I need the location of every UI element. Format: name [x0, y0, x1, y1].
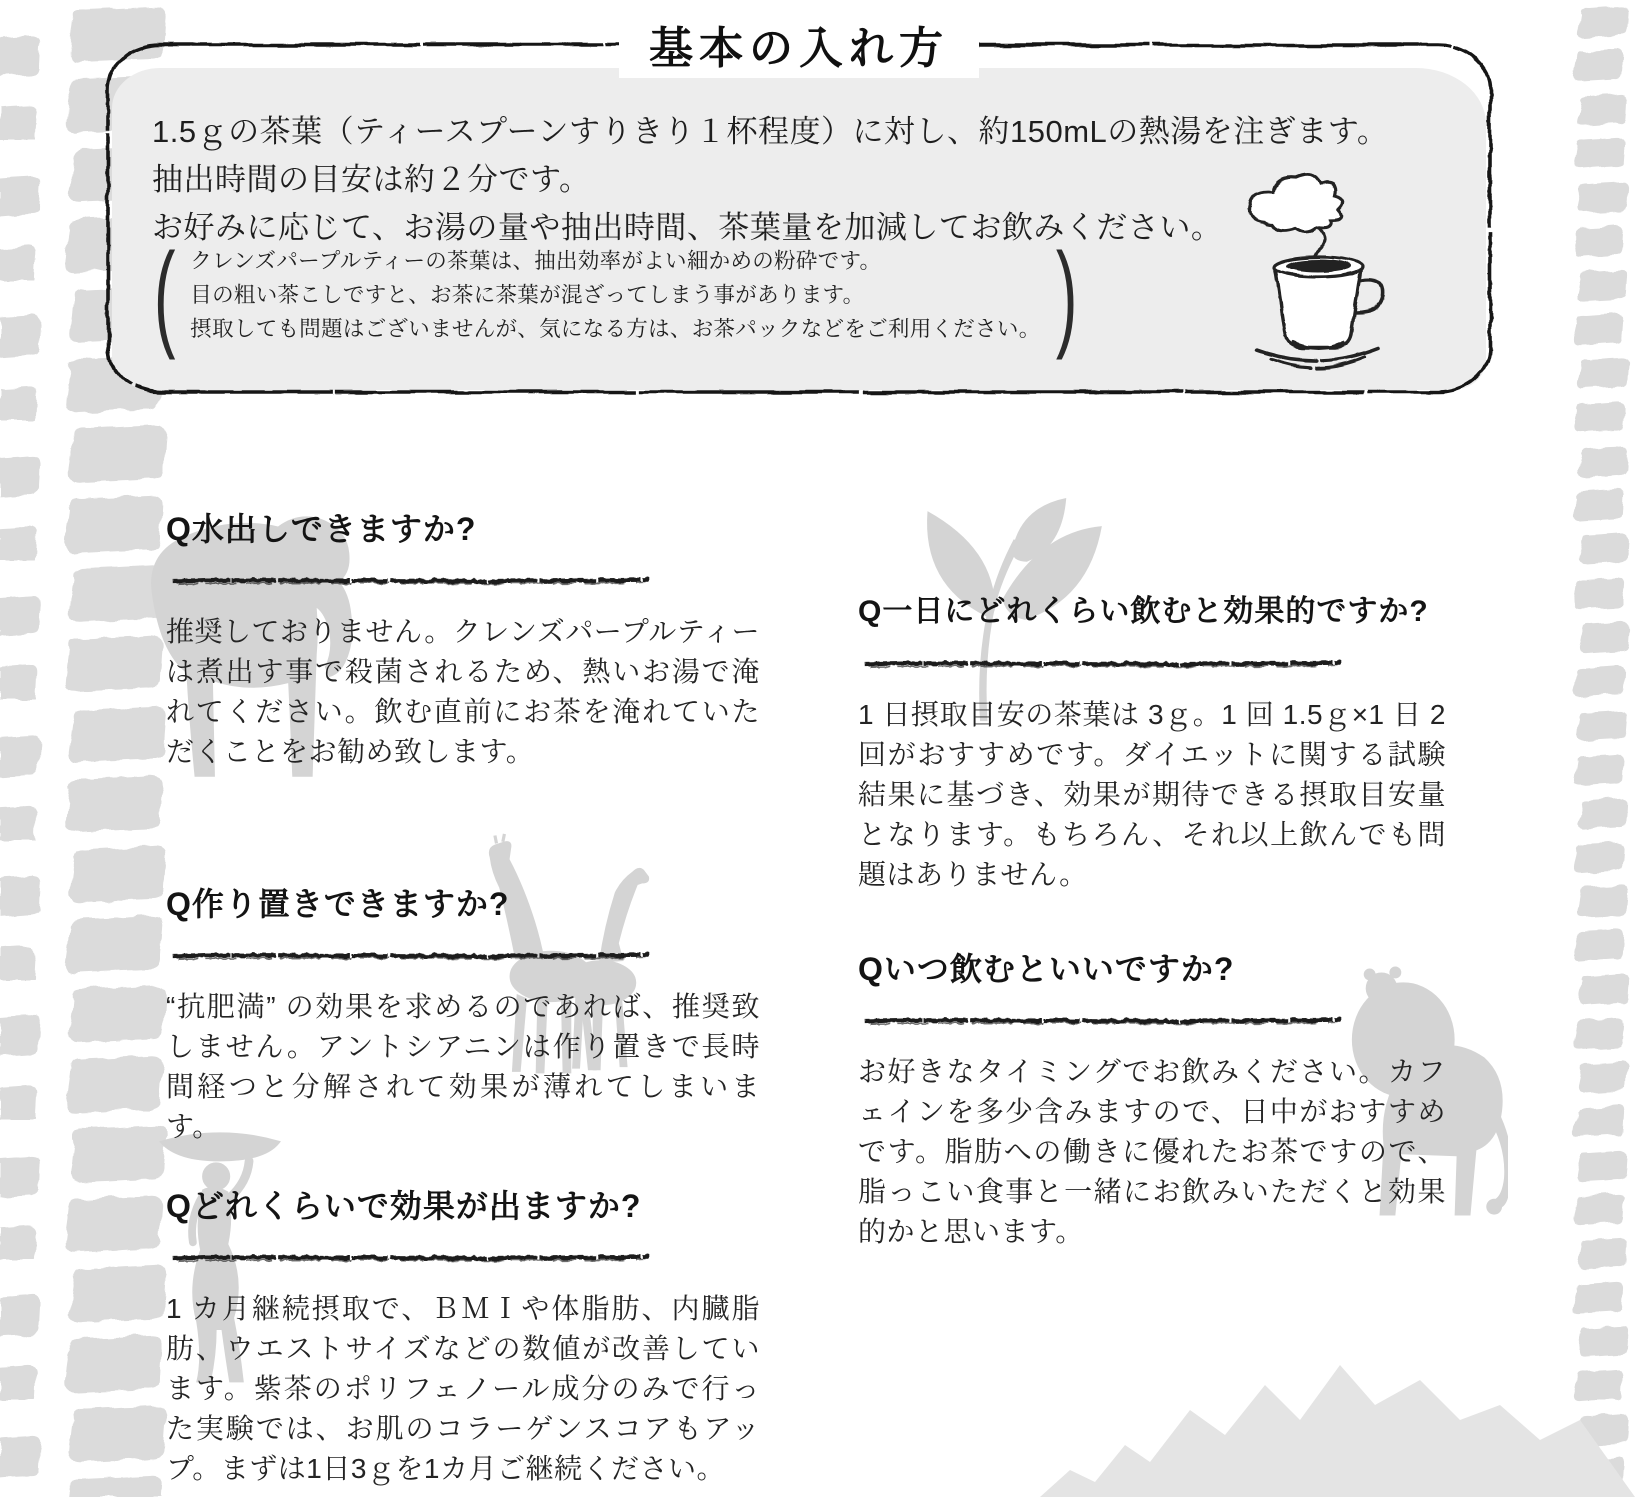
instruction-line: お好みに応じて、お湯の量や抽出時間、茶葉量を加減してお飲みください。 [152, 210, 1223, 245]
note-line: 摂取しても問題はございませんが、気になる方は、お茶パックなどをご利用ください。 [190, 317, 1041, 341]
faq-item-how-soon-effects [166, 1182, 760, 1489]
faq-item-when-to-drink [858, 945, 1446, 1252]
question-heading: Q作り置きできますか? [166, 886, 510, 922]
question-heading: Qどれくらいで効果が出ますか? [166, 1188, 642, 1224]
rough-underline-icon [170, 575, 652, 588]
answer-text: 1 カ月継続摂取で、ＢＭＩや体脂肪、内臓脂肪、ウエストサイズなどの数値が改善しています。紫茶のポリフェノール成分のみで行った実験では、お肌のコラーゲンスコアもアップ。まずは1日3ｇを1カ月ご継続ください。 [166, 1293, 760, 1484]
question-heading: Q一日にどれくらい飲むと効果的ですか? [858, 595, 1429, 628]
note-line: 目の粗い茶こしですと、お茶に茶葉が混ざってしまう事があります。 [190, 283, 865, 307]
question-heading: Qいつ飲むといいですか? [858, 951, 1235, 987]
answer-text: 1 日摂取目安の茶葉は 3ｇ。1 回 1.5ｇ×1 日 2 回がおすすめです。ダイエットに関する試験結果に基づき、効果が期待できる摂取目安量となります。もちろん、それ以上飲んでも問題はありません。 [858, 699, 1446, 890]
faq-item-cold-brew [166, 505, 760, 772]
left-paren: ( [153, 229, 176, 361]
instruction-line: 抽出時間の目安は約２分です。 [152, 162, 591, 197]
rough-underline-icon [170, 1252, 652, 1265]
answer-text: “抗肥満” の効果を求めるのであれば、推奨致しません。アントシアニンは作り置きで長時間経つと分解されて効果が薄れてしまいます。 [166, 991, 760, 1142]
right-paren: ) [1055, 229, 1077, 361]
question-heading: Q水出しできますか? [166, 511, 477, 547]
rough-underline-icon [862, 658, 1344, 671]
page-title: 基本の入れ方 [619, 10, 979, 78]
answer-text: お好きなタイミングでお飲みください。カフェインを多少含みますので、日中がおすすめです。脂肪への働きに優れたお茶ですので、脂っこい食事と一緒にお飲みいただくと効果的かと思います。 [858, 1056, 1446, 1247]
faq-item-make-ahead [166, 880, 760, 1147]
note-line: クレンズパープルティーの茶葉は、抽出効率がよい細かめの粉砕です。 [190, 249, 882, 273]
faq-item-daily-amount [858, 588, 1446, 895]
rough-underline-icon [862, 1015, 1344, 1028]
answer-text: 推奨しておりません。クレンズパープルティーは煮出す事で殺菌されるため、熱いお湯で淹れてください。飲む直前にお茶を淹れていただくことをお勧め致します。 [166, 616, 760, 767]
instruction-line: 1.5ｇの茶葉（ティースプーンすりきり１杯程度）に対し、約150mLの熱湯を注ぎます。 [152, 114, 1389, 149]
rough-underline-icon [170, 950, 652, 963]
